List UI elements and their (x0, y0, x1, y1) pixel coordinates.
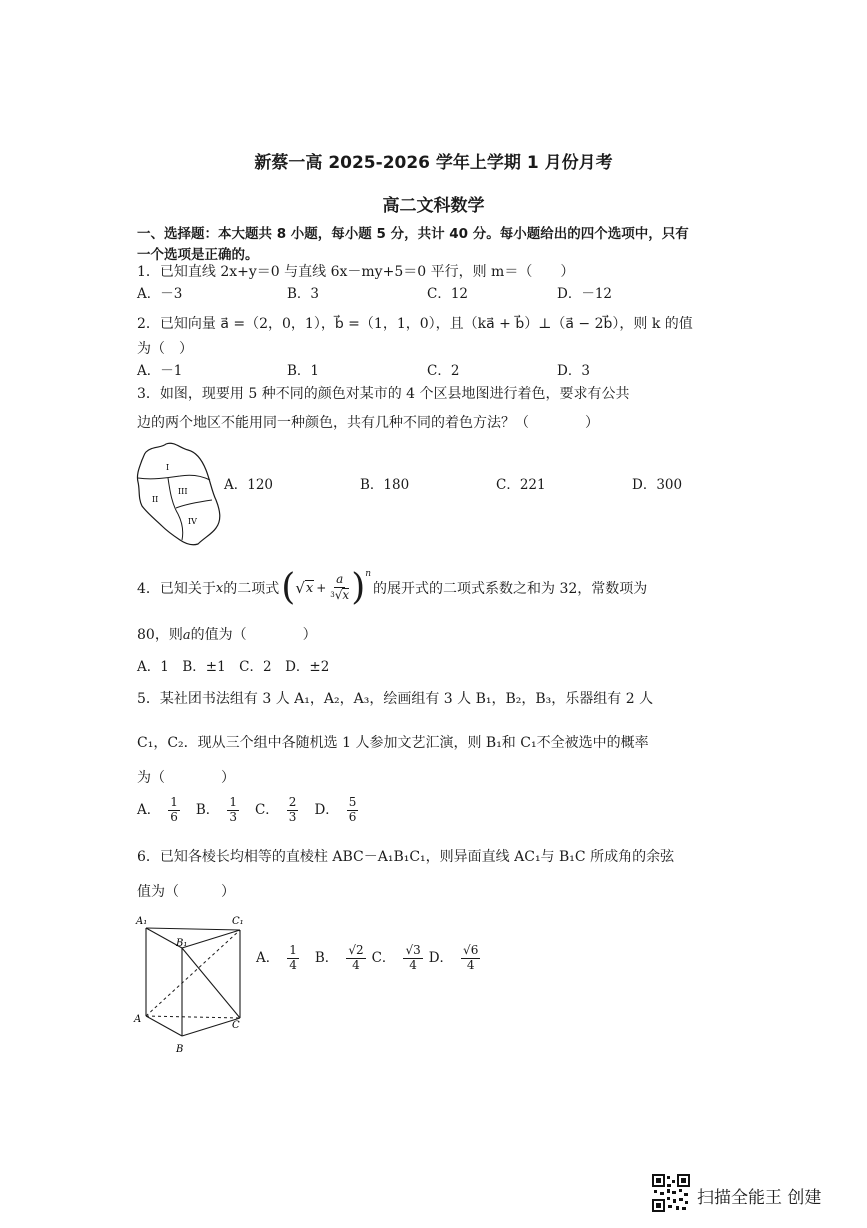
left-paren-icon: ( (281, 567, 296, 608)
binomial-fraction-num: a (336, 572, 344, 587)
cube-root-symbol-icon: √ (334, 587, 343, 602)
question-1-text: 1．已知直线 2x+y＝0 与直线 6x－my+5＝0 平行，则 m＝（ ） (137, 264, 575, 280)
section-instructions-line1: 一、选择题：本大题共 8 小题，每小题 5 分，共计 40 分。每小题给出的四个选项中，只有 (137, 226, 689, 242)
map-label-iii: III (178, 487, 188, 496)
binomial-fraction (330, 573, 349, 603)
q6-option-a: A． $\frac{1}{4}$ (256, 943, 297, 972)
question-3-text-line2: 边的两个地区不能用同一种颜色，共有几种不同的着色方法？（ ） (137, 415, 599, 431)
question-2-text-line1: 2．已知向量 a⃗ =（2，0，1），b⃗ =（1，1，0），且（ka⃗ + b⃗）⊥（a⃗ − 2b⃗），则 k 的值 (137, 316, 693, 332)
sqrt-radicand: x (305, 581, 314, 596)
q3-option-a: A．120 (224, 477, 274, 493)
edge-a1c1 (146, 928, 240, 930)
q1-option-c: C．12 (427, 286, 469, 302)
question-5-text-line3: 为（ ） (137, 770, 235, 786)
q4-line2-pre: 80，则 (137, 627, 183, 643)
question-3-text-line1: 3．如图，现要用 5 种不同的颜色对某市的 4 个区县地图进行着色，要求有公共 (137, 386, 630, 402)
vertex-c1-label: C₁ (232, 916, 244, 927)
question-2-text-line2: 为（ ） (137, 341, 193, 357)
map-label-i: I (166, 463, 170, 472)
q1-option-b: B．3 (287, 286, 320, 302)
root-index: 3 (330, 591, 335, 600)
q2-option-c: C．2 (427, 363, 460, 379)
edge-b1c1 (182, 930, 240, 948)
q5-option-b: B． $\frac{1}{3}$ (195, 795, 237, 824)
qr-code-icon (652, 1174, 690, 1212)
binomial-exponent: n (365, 569, 372, 579)
q4-options: A．1 B．±1 C．2 D．±2 (137, 659, 330, 675)
sqrt-x (295, 579, 314, 597)
cube-root-radicand: x (342, 588, 350, 602)
question-4-text-line1 (137, 567, 648, 608)
exam-title: 新蔡一高 2025-2026 学年上学期 1 月份月考 (254, 153, 613, 173)
edge-ab (146, 1016, 182, 1036)
question-6-text-line1: 6．已知各棱长均相等的直棱柱 ABC－A₁B₁C₁，则异面直线 AC₁与 B₁C 所成角的余弦 (137, 849, 675, 865)
plus-sign-icon: + (316, 581, 327, 595)
q6-option-d: D． $\frac{√6}{4}$ (428, 943, 479, 972)
binomial-expression (281, 567, 372, 608)
vertex-a-label: A (134, 1014, 142, 1025)
q2-option-d: D．3 (557, 363, 590, 379)
question-4-text-line2 (137, 624, 317, 644)
vertex-a1-label: A₁ (136, 916, 148, 927)
vertex-b-label: B (176, 1044, 184, 1055)
q4-line2-post: 的值为（ ） (190, 627, 317, 643)
exam-subtitle: 高二文科数学 (382, 196, 485, 216)
question-6-text-line2: 值为（ ） (137, 884, 235, 900)
section-instructions-line2: 一个选项是正确的。 (137, 247, 259, 263)
q4-var-x: x (215, 580, 224, 596)
cube-root-x (330, 588, 349, 603)
q5-option-d: D． $\frac{5}{6}$ (314, 795, 357, 824)
q2-option-a: A．－1 (137, 363, 183, 379)
q4-line1-pre: 4．已知关于 (137, 581, 216, 597)
map-label-ii: II (152, 495, 159, 504)
diagonal-ac1 (146, 930, 240, 1016)
q3-option-d: D．300 (632, 477, 683, 493)
q4-var-a: a (182, 628, 191, 643)
sqrt-symbol-icon: √ (295, 579, 305, 597)
q6-option-c: C． $\frac{√3}{4}$ (371, 943, 421, 972)
q4-line1-mid: 的二项式 (223, 581, 280, 597)
map-border-3 (176, 500, 212, 508)
q4-line1-post: 的展开式的二项式系数之和为 32，常数项为 (373, 581, 648, 597)
q6-option-b: B． $\frac{√2}{4}$ (314, 943, 364, 972)
prism-figure (132, 910, 250, 1058)
diagonal-b1c (182, 948, 240, 1018)
q5-option-a: A． $\frac{1}{6}$ (137, 795, 178, 824)
q2-option-b: B．1 (287, 363, 320, 379)
vertex-b1-label: B₁ (176, 938, 188, 949)
q1-option-d: D．－12 (557, 286, 613, 302)
question-5-text-line2: C₁，C₂．现从三个组中各随机选 1 人参加文艺汇演，则 B₁和 C₁不全被选中的概率 (137, 735, 649, 751)
right-paren-icon: ) (351, 567, 366, 608)
map-label-iv: IV (188, 517, 197, 526)
question-5-text-line1: 5．某社团书法组有 3 人 A₁，A₂，A₃，绘画组有 3 人 B₁，B₂，B₃，乐器组有 2 人 (137, 691, 654, 707)
edge-ac-hidden (146, 1016, 240, 1018)
q3-option-c: C．221 (496, 477, 546, 493)
scanner-watermark: 扫描全能王 创建 (697, 1188, 822, 1208)
q5-options (137, 796, 360, 825)
q6-options (256, 944, 482, 973)
q1-option-a: A．－3 (137, 286, 183, 302)
map-border-1 (138, 475, 210, 480)
q5-option-c: C． $\frac{2}{3}$ (254, 795, 297, 824)
county-map-figure (132, 440, 222, 548)
vertex-c-label: C (232, 1020, 240, 1031)
q3-option-b: B．180 (360, 477, 410, 493)
